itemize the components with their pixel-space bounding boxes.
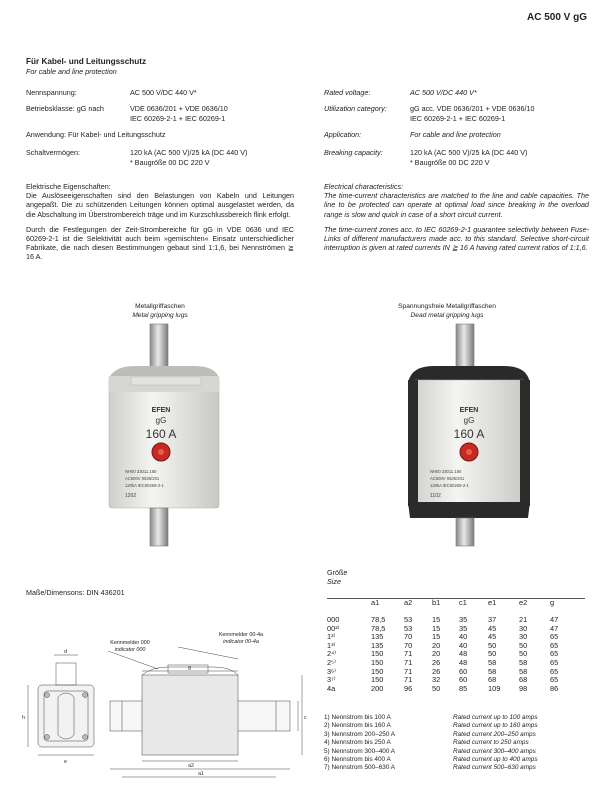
spec-en-breaking-value-1: 120 kA (AC 500 V)/25 kA (DC 440 V) xyxy=(410,148,528,157)
cell-g: 65 xyxy=(550,666,559,676)
cell-e1: 50 xyxy=(488,640,497,650)
cell-c1: 85 xyxy=(459,683,468,693)
cell-c1: 60 xyxy=(459,675,468,685)
cell-c1: 60 xyxy=(459,666,468,676)
cell-e2: 21 xyxy=(519,615,528,624)
right-image-caption-en: Dead metal gripping lugs xyxy=(410,312,484,319)
dim-label-g: g xyxy=(188,665,192,671)
spec-en-application-label: Application: xyxy=(324,130,362,139)
cell-g: 65 xyxy=(550,657,559,667)
footnote-de: 1) Nennstrom bis 100 A xyxy=(324,714,391,721)
dim-label-c: c xyxy=(304,715,307,721)
table-row xyxy=(327,642,570,651)
cell-size: 000 xyxy=(327,615,340,624)
fuse-photo-dead-metal-lugs xyxy=(400,322,540,550)
electrical-de-p1: Die Auslöseeigenschaften sind den Belastungen von Kabeln und Leitungen angepaßt. Die zu schützenden Leitungen können optimal ausgelastet werden, da die Abschaltung im Überstrombereich träge und im Kurzschlussbereich flink erfolgt. xyxy=(26,191,294,219)
table-row xyxy=(327,633,570,642)
table-row xyxy=(327,650,570,659)
electrical-en-p2: The time-current zones acc. to IEC 60269-2-1 guarantee selectivity between Fuse-Links of different manufacturers made acc. to this standard. Selective short-circuit interruption is given at rated currents IN ≧ 16 A having rated current ratios of 1:1,6. xyxy=(324,224,589,253)
cell-b1: 26 xyxy=(432,657,441,667)
indicator-00-4a-de: Kennmelder 00-4a xyxy=(218,632,264,638)
footnote-de: 2) Nennstrom bis 160 A xyxy=(324,722,391,730)
cell-e2: 50 xyxy=(519,640,528,650)
size-label-en: Size xyxy=(327,577,341,587)
table-row xyxy=(327,659,570,668)
footnote-en: Rated current 200–250 amps xyxy=(453,730,536,738)
spec-en-category-value-1: gG acc. VDE 0636/201 + VDE 0636/10 xyxy=(410,104,535,113)
cell-e1: 37 xyxy=(488,615,497,624)
spec-de-voltage-label: Nennspannung: xyxy=(26,88,77,97)
footnote-de: 4) Nennstrom bis 250 A xyxy=(324,739,391,747)
spec-de-breaking-label: Schaltvermögen: xyxy=(26,148,80,157)
cell-size: 3⁷⁾ xyxy=(327,675,336,685)
cell-a1: 200 xyxy=(371,683,384,693)
electrical-en-p1: The time-current characteristics are matched to the line and cable capacities. The line to be protected can operate at optimal load since breaking in the overload range is slow and quick in case of a short circuit current. xyxy=(324,191,589,219)
cell-g: 65 xyxy=(550,675,559,685)
cell-e1: 45 xyxy=(488,623,497,633)
cell-size: 2⁵⁾ xyxy=(327,657,336,667)
col-header-a1: a1 xyxy=(371,598,380,608)
spec-de-application: Anwendung: Für Kabel- und Leitungsschutz xyxy=(26,130,166,139)
dim-label-h: h xyxy=(22,715,26,721)
footnote-en: Rated current 300–400 amps xyxy=(453,747,536,755)
dim-label-a1: a1 xyxy=(198,771,205,777)
footnotes-en xyxy=(453,714,538,773)
footnote-en: Rated current to 250 amps xyxy=(453,739,529,747)
cell-size: 1³⁾ xyxy=(327,640,336,650)
spec-en-voltage-value: AC 500 V/DC 440 V* xyxy=(410,88,477,97)
right-image-caption-de: Spannungsfreie Metallgriffaschen xyxy=(398,303,496,310)
left-image-caption-en: Metal gripping lugs xyxy=(132,312,188,319)
table-header-row xyxy=(327,580,570,608)
cell-e2: 68 xyxy=(519,675,528,685)
spec-en-voltage-label: Rated voltage: xyxy=(324,88,371,97)
cell-a1: 150 xyxy=(371,649,384,659)
cell-b1: 15 xyxy=(432,632,441,642)
table-row xyxy=(327,668,570,677)
cell-size: 00²⁾ xyxy=(327,623,340,633)
cell-g: 47 xyxy=(550,623,559,633)
footnote-en: Rated current 500–630 amps xyxy=(453,764,536,772)
cell-a2: 53 xyxy=(404,615,413,624)
col-header-c1: c1 xyxy=(459,598,467,608)
cell-a1: 78,5 xyxy=(371,623,386,633)
dimension-table xyxy=(327,580,570,693)
fuse-left-label-line-2: AC500V 0636/201 xyxy=(125,476,160,481)
indicator-000-en: indicator 000 xyxy=(114,646,146,653)
table-row xyxy=(327,676,570,685)
fuse-right-code: 1102 xyxy=(430,493,441,499)
size-label-de: Größe xyxy=(327,568,348,577)
spec-de-category-label: Betriebsklasse: gG nach xyxy=(26,104,104,113)
cell-a2: 53 xyxy=(404,623,413,633)
spec-en-category-value-2: IEC 60269-2-1 + IEC 60269-1 xyxy=(410,114,506,123)
footnote-en: Rated current up to 100 amps xyxy=(453,714,538,721)
cell-e2: 58 xyxy=(519,666,528,676)
spec-en-application-value: For cable and line protection xyxy=(410,130,501,139)
cell-a2: 71 xyxy=(404,675,413,685)
fuse-left-brand: EFEN xyxy=(151,407,171,414)
cell-e2: 30 xyxy=(519,623,528,633)
cell-e1: 58 xyxy=(488,657,497,667)
left-image-caption-de: Metallgriffaschen xyxy=(135,303,185,310)
cell-e1: 109 xyxy=(488,683,501,693)
cell-c1: 35 xyxy=(459,615,468,624)
cell-e2: 50 xyxy=(519,649,528,659)
spec-de-voltage-value: AC 500 V/DC 440 V* xyxy=(130,88,197,97)
cell-g: 65 xyxy=(550,649,559,659)
fuse-left-class: gG xyxy=(155,416,167,425)
fuse-left-label-line-1: NH00 33011.160 xyxy=(125,469,157,474)
cell-a2: 71 xyxy=(404,649,413,659)
electrical-en-block xyxy=(324,182,589,252)
spec-de-breaking-value-2: * Baugröße 00 DC 220 V xyxy=(130,158,210,167)
cell-a1: 135 xyxy=(371,640,384,650)
cell-a2: 70 xyxy=(404,640,413,650)
cell-e1: 68 xyxy=(488,675,497,685)
cell-c1: 40 xyxy=(459,640,468,650)
cell-b1: 32 xyxy=(432,675,441,685)
cell-e1: 50 xyxy=(488,649,497,659)
fuse-right-label-line-3: 120kA IEC60269-2-1 xyxy=(430,483,469,488)
table-header-divider xyxy=(327,598,585,599)
cell-a1: 78,5 xyxy=(371,615,386,624)
section-title-de: Für Kabel- und Leitungsschutz xyxy=(26,57,147,66)
cell-c1: 35 xyxy=(459,623,468,633)
col-header-b1: b1 xyxy=(432,598,441,608)
dimension-drawing xyxy=(18,645,310,785)
dim-label-e: e xyxy=(64,759,68,765)
fuse-right-rating: 160 A xyxy=(453,427,485,441)
cell-a1: 150 xyxy=(371,675,384,685)
cell-a2: 71 xyxy=(404,657,413,667)
cell-a2: 96 xyxy=(404,683,413,693)
footnotes-de xyxy=(324,714,395,773)
cell-g: 86 xyxy=(550,683,559,693)
page-voltage-title: AC 500 V gG xyxy=(526,12,587,23)
spec-en-breaking-label: Breaking capacity: xyxy=(324,148,383,157)
fuse-right-label-line-2: AC500V 0636/201 xyxy=(430,476,465,481)
col-header-e1: e1 xyxy=(488,598,497,608)
footnote-de: 7) Nennstrom 500–630 A xyxy=(324,764,396,772)
cell-g: 65 xyxy=(550,632,559,642)
col-header-a2: a2 xyxy=(404,598,413,608)
cell-c1: 48 xyxy=(459,649,468,659)
fuse-left-rating: 160 A xyxy=(145,427,177,441)
fuse-right-brand: EFEN xyxy=(459,407,479,414)
fuse-left-label-line-3: 120kA IEC60269-2-1 xyxy=(125,483,164,488)
cell-e2: 98 xyxy=(519,683,528,693)
dim-label-d: d xyxy=(64,649,68,655)
cell-size: 1²⁾ xyxy=(327,632,336,642)
footnote-de: 5) Nennstrom 300–400 A xyxy=(324,747,396,755)
cell-a2: 71 xyxy=(404,666,413,676)
cell-size: 2⁴⁾ xyxy=(327,649,337,659)
cell-a1: 135 xyxy=(371,632,384,642)
cell-g: 47 xyxy=(550,615,559,624)
cell-e2: 30 xyxy=(519,632,528,642)
cell-size: 3⁶⁾ xyxy=(327,666,336,676)
col-header-e2: e2 xyxy=(519,598,528,608)
cell-a1: 150 xyxy=(371,666,384,676)
dimensions-label: Maße/Dimensons: DIN 436201 xyxy=(26,588,125,597)
cell-b1: 20 xyxy=(432,649,441,659)
cell-b1: 20 xyxy=(432,640,441,650)
electrical-de-heading: Elektrische Eigenschaften: xyxy=(26,182,111,191)
footnote-en: Rated current up to 160 amps xyxy=(453,722,538,730)
cell-g: 65 xyxy=(550,640,559,650)
cell-a2: 70 xyxy=(404,632,413,642)
footnote-de: 6) Nennstrom bis 400 A xyxy=(324,756,391,764)
cell-b1: 50 xyxy=(432,683,441,693)
indicator-00-4a-callout xyxy=(206,632,276,645)
cell-c1: 40 xyxy=(459,632,468,642)
fuse-left-code: 1202 xyxy=(125,493,137,499)
cell-a1: 150 xyxy=(371,657,384,667)
cell-size: 4a xyxy=(327,683,336,693)
col-header-g: g xyxy=(550,598,555,608)
spec-en-category-label: Utilization category: xyxy=(324,104,387,113)
fuse-right-label-line-1: NH00 33011.160 xyxy=(430,469,462,474)
footnote-de: 3) Nennstrom 200–250 A xyxy=(324,730,396,738)
spec-en-breaking-value-2: * Baugröße 00 DC 220 V xyxy=(410,158,490,167)
cell-e2: 58 xyxy=(519,657,528,667)
electrical-de-block xyxy=(26,182,294,262)
footnote-en: Rated current up to 400 amps xyxy=(453,756,538,764)
dim-label-a2: a2 xyxy=(188,763,195,769)
table-row xyxy=(327,616,570,625)
indicator-00-4a-en: indicator 00-4a xyxy=(223,638,259,645)
table-row xyxy=(327,685,570,694)
cell-c1: 48 xyxy=(459,657,468,667)
spec-de-category-value-1: VDE 0636/201 + VDE 0636/10 xyxy=(130,104,228,113)
cell-b1: 15 xyxy=(432,623,441,633)
section-title-en: For cable and line protection xyxy=(26,67,117,76)
electrical-en-heading: Electrical characteristics: xyxy=(324,182,404,191)
spec-de-category-value-2: IEC 60269-2-1 + IEC 60269-1 xyxy=(130,114,226,123)
fuse-photo-metal-lugs xyxy=(95,322,235,550)
spec-de-breaking-value-1: 120 kA (AC 500 V)/25 kA (DC 440 V) xyxy=(130,148,248,157)
cell-e1: 58 xyxy=(488,666,497,676)
cell-e1: 45 xyxy=(488,632,497,642)
indicator-000-de: Kennmelder 000 xyxy=(110,640,150,646)
cell-b1: 15 xyxy=(432,615,441,624)
table-row xyxy=(327,625,570,634)
cell-b1: 26 xyxy=(432,666,441,676)
electrical-de-p2: Durch die Festlegungen der Zeit-Strombereiche für gG in VDE 0636 und IEC 60269-2-1 ist die Selektivität auch beim »gemischten« Einsatz unterschiedlicher Fabrikate, die nach diesen Bestimmungen gebaut sind 1:1,6, bei Nennströmen ≧ 16 A. xyxy=(26,224,294,262)
fuse-right-class: gG xyxy=(463,416,475,425)
